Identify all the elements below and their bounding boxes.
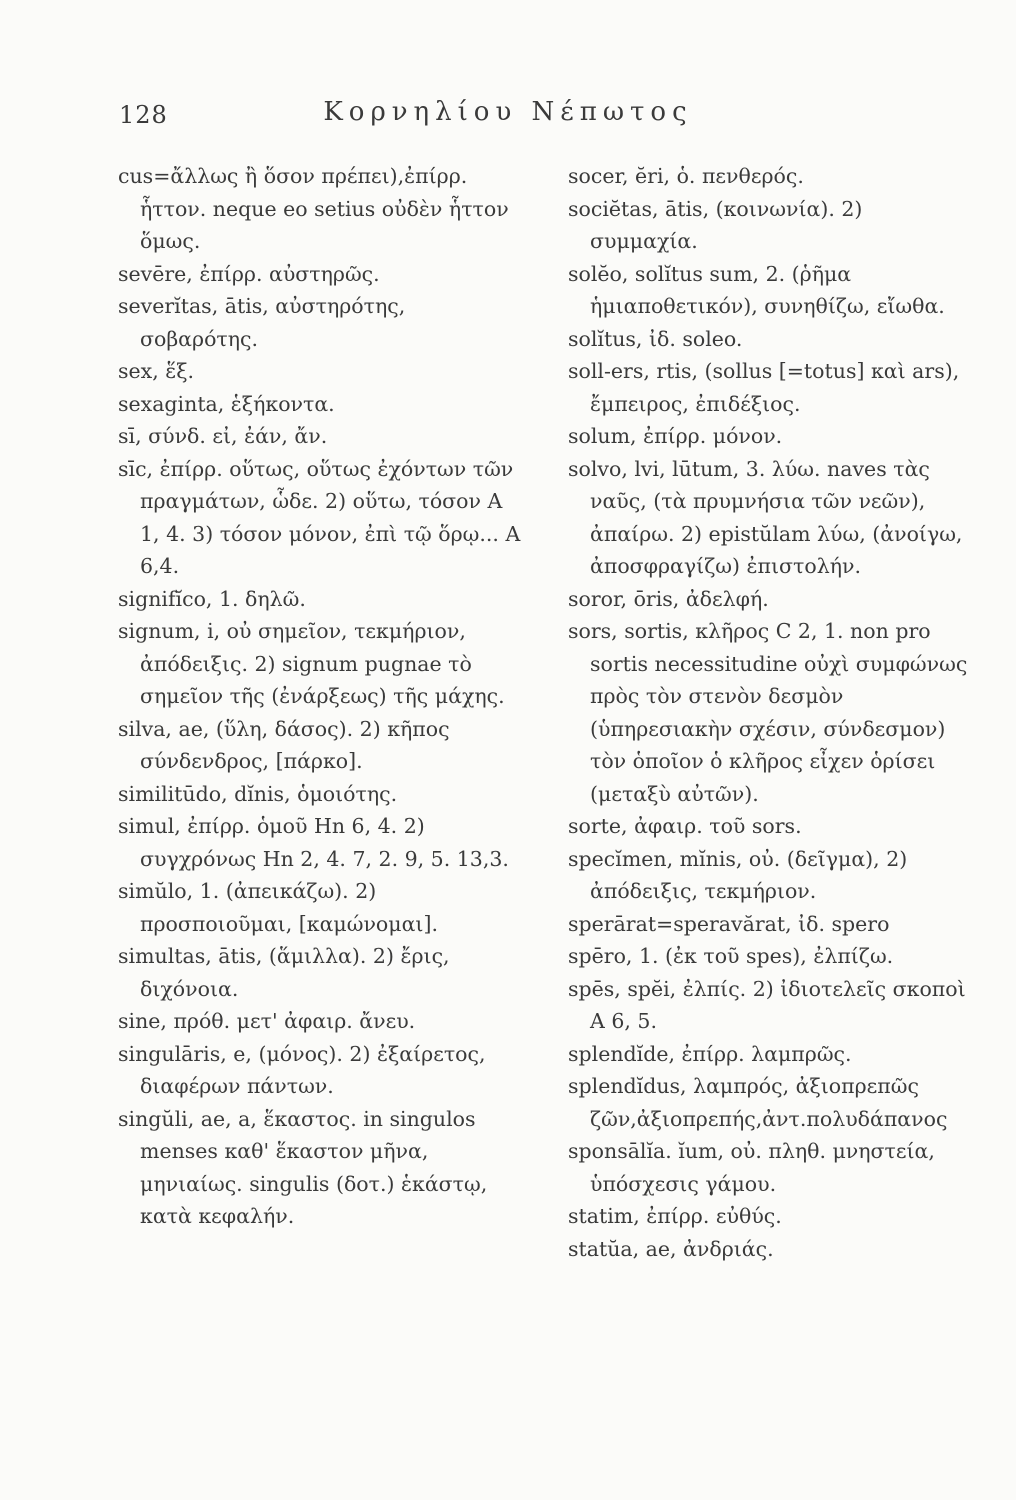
- dictionary-entry: solum, ἐπίρρ. μόνον.: [568, 424, 783, 448]
- dictionary-entry: simŭlo, 1. (ἀπεικάζω). 2) προσποιοῦμαι, [καμώνομαι].: [118, 879, 438, 936]
- dictionary-entry: spēro, 1. (ἐκ τοῦ spes), ἐλπίζω.: [568, 944, 894, 968]
- dictionary-entry: simul, ἐπίρρ. ὁμοῦ Hn 6, 4. 2) συγχρόνως Hn 2, 4. 7, 2. 9, 5. 13,3.: [118, 814, 509, 871]
- dictionary-entry: splendĭdus, λαμπρός, ἀξιοπρεπῶς ζῶν,ἀξιοπρεπής,ἀντ.πολυδάπανος: [568, 1074, 948, 1131]
- dictionary-entry: sevēre, ἐπίρρ. αὐστηρῶς.: [118, 261, 380, 286]
- dictionary-entry: sī, σύνδ. εἰ, ἐάν, ἄν.: [118, 424, 328, 448]
- dictionary-entry: solvo, lvi, lūtum, 3. λύω. naves τὰς ναῦς, (τὰ πρυμνήσια τῶν νεῶν), ἀπαίρω. 2) epistŭlam λύω, (ἀνοίγω, ἀποσφραγίζω) ἐπιστολήν.: [568, 456, 963, 578]
- dictionary-entry: singŭli, ae, a, ἕκαστος. in singulos menses καθ' ἕκαστον μῆνα, μηνιαίως. singulis (δοτ.) ἑκάστῳ, κατὰ κεφαλήν.: [118, 1106, 488, 1228]
- dictionary-entry: sine, πρόθ. μετ' ἀφαιρ. ἄνευ.: [118, 1009, 416, 1033]
- dictionary-entry: solĭtus, ἰδ. soleo.: [568, 326, 743, 351]
- left-column: [118, 160, 528, 1233]
- dictionary-entry: sex, ἕξ.: [118, 359, 195, 383]
- dictionary-entry: cus=ἄλλως ἢ ὅσον πρέπει),ἐπίρρ. ἧττον. neque eo setius οὐδὲν ἧττον ὅμως.: [118, 164, 509, 253]
- dictionary-entry: socer, ĕri, ὁ. πενθερός.: [568, 164, 804, 188]
- dictionary-entry: sperārat=speravărat, ἰδ. spero: [568, 911, 890, 936]
- page-number: 128: [119, 101, 168, 129]
- dictionary-entry: singulāris, e, (μόνος). 2) ἐξαίρετος, διαφέρων πάντων.: [118, 1041, 486, 1098]
- dictionary-entry: silva, ae, (ὕλη, δάσος). 2) κῆπος σύνδενδρος, [πάρκο].: [118, 716, 450, 773]
- dictionary-entry: sorte, ἀφαιρ. τοῦ sors.: [568, 814, 802, 838]
- dictionary-entry: specĭmen, mĭnis, οὐ. (δεῖγμα), 2) ἀπόδειξις, τεκμήριον.: [568, 846, 908, 903]
- dictionary-entry: signum, i, οὐ σημεῖον, τεκμήριον, ἀπόδειξις. 2) signum pugnae τὸ σημεῖον τῆς (ἐνάρξεως) τῆς μάχης.: [118, 619, 505, 708]
- dictionary-entry: sīc, ἐπίρρ. οὕτως, οὕτως ἐχόντων τῶν πραγμάτων, ὧδε. 2) οὕτω, τόσον A 1, 4. 3) τόσον μόνον, ἐπὶ τῷ ὅρῳ... A 6,4.: [118, 456, 521, 578]
- running-title: Κορνηλίου Νέπωτος: [323, 97, 693, 127]
- dictionary-entry: sexaginta, ἑξήκοντα.: [118, 391, 335, 416]
- dictionary-entry: sponsālĭa. ĭum, οὐ. πληθ. μνηστεία, ὑπόσχεσις γάμου.: [568, 1139, 935, 1196]
- dictionary-entry: soll-ers, rtis, (sollus [=totus] καὶ ars), ἔμπειρος, ἐπιδέξιος.: [568, 359, 960, 416]
- dictionary-entry: signifĭco, 1. δηλῶ.: [118, 586, 306, 611]
- dictionary-entry: splendĭde, ἐπίρρ. λαμπρῶς.: [568, 1041, 852, 1066]
- dictionary-entry: severĭtas, ātis, αὐστηρότης, σοβαρότης.: [118, 294, 406, 351]
- right-column: [568, 160, 968, 1265]
- dictionary-entry: solĕo, solĭtus sum, 2. (ῥῆμα ἡμιαποθετικόν), συνηθίζω, εἴωθα.: [568, 261, 945, 318]
- dictionary-entry: statim, ἐπίρρ. εὐθύς.: [568, 1204, 782, 1228]
- dictionary-entry: sociĕtas, ātis, (κοινωνία). 2) συμμαχία.: [568, 196, 863, 253]
- dictionary-entry: similitūdo, dĭnis, ὁμοιότης.: [118, 781, 398, 806]
- dictionary-entry: spēs, spĕi, ἐλπίς. 2) ἰδιοτελεῖς σκοποὶ A 6, 5.: [568, 976, 966, 1033]
- dictionary-entry: statŭa, ae, ἀνδριάς.: [568, 1236, 774, 1261]
- dictionary-entry: sors, sortis, κλῆρος C 2, 1. non pro sortis necessitudine οὐχὶ συμφώνως πρὸς τὸν στενὸν δεσμὸν (ὑπηρεσιακὴν σχέσιν, σύνδεσμον) τὸν ὁποῖον ὁ κλῆρος εἶχεν ὁρίσει (μεταξὺ αὐτῶν).: [568, 619, 968, 806]
- dictionary-entry: soror, ōris, ἀδελφή.: [568, 586, 769, 611]
- dictionary-entry: simultas, ātis, (ἅμιλλα). 2) ἔρις, διχόνοια.: [118, 944, 450, 1001]
